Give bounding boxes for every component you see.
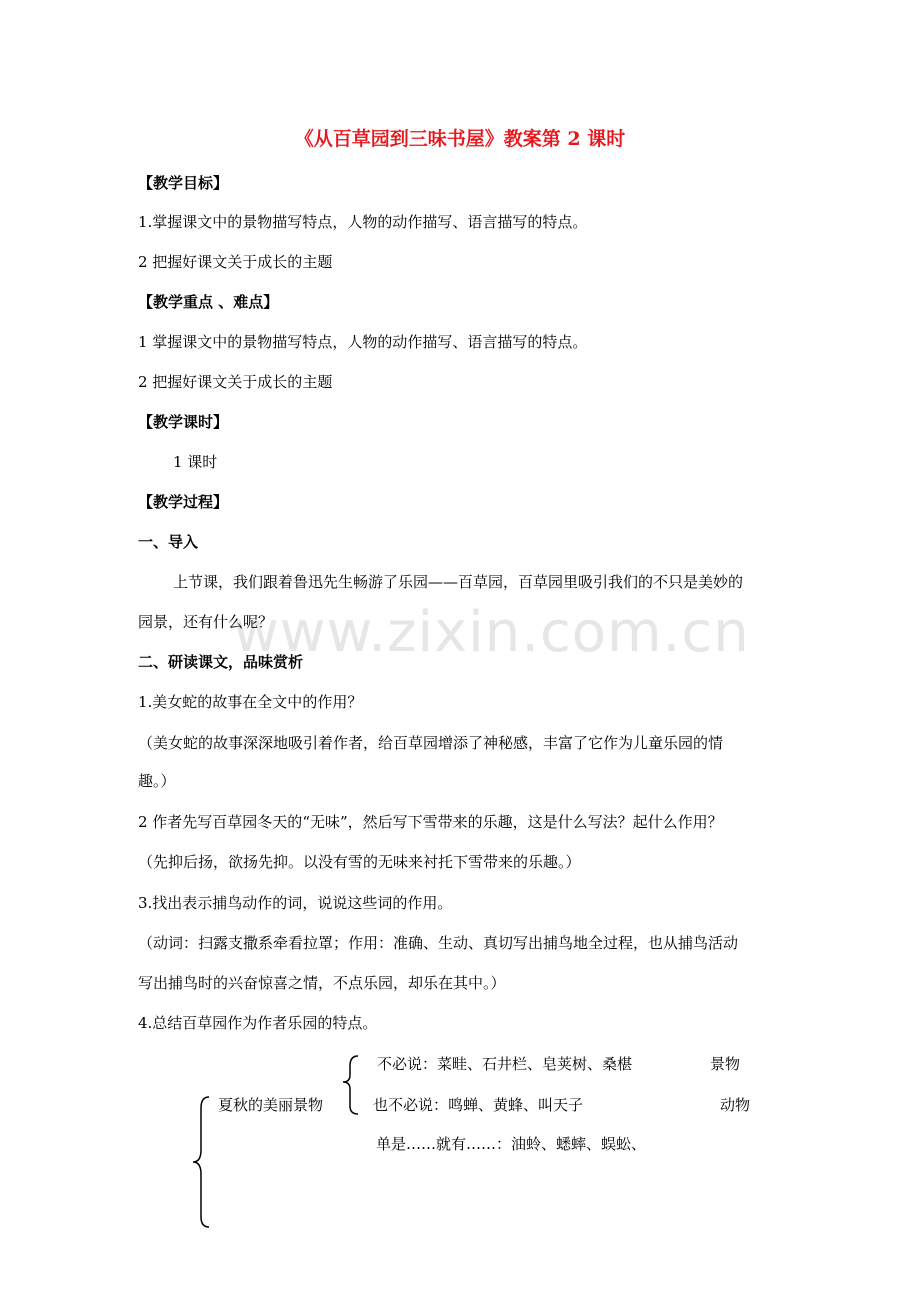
answer-1-line1: （美女蛇的故事深深地吸引着作者，给百草园增添了神秘感，丰富了它作为儿童乐园的情: [138, 734, 724, 752]
small-brace: [343, 1056, 358, 1114]
step1-heading: 一、导入: [138, 533, 199, 551]
answer-3-line1: （动词：扫露支撒系牵看拉罩；作用：准确、生动、真切写出捕鸟地全过程，也从捕鸟活动: [138, 934, 739, 952]
answer-3-line2: 写出捕鸟时的兴奋惊喜之情，不点乐园，却乐在其中。）: [138, 974, 506, 992]
question-1: 1.美女蛇的故事在全文中的作用？: [138, 693, 363, 711]
diagram-row-3: 单是……就有……：油蛉、蟋蟀、蜈蚣、: [376, 1135, 647, 1153]
hours-heading: 【教学课时】: [138, 413, 229, 431]
hours-value: 1 课时: [173, 453, 218, 471]
answer-2: （先抑后扬，欲扬先抑。以没有雪的无味来衬托下雪带来的乐趣。）: [138, 853, 581, 871]
step1-text-line1: 上节课，我们跟着鲁迅先生畅游了乐园——百草园，百草园里吸引我们的不只是美妙的: [173, 573, 744, 591]
objective-1: 1.掌握课文中的景物描写特点，人物的动作描写、语言描写的特点。: [138, 213, 588, 231]
answer-1-line2: 趣。）: [138, 772, 176, 790]
page-title: 《从百草园到三味书屋》教案第 2 课时: [294, 128, 626, 150]
watermark: www.zixin.com.cn: [233, 600, 750, 665]
diagram-group-label: 夏秋的美丽景物: [218, 1096, 324, 1114]
diagram-row-2-tag: 动物: [720, 1096, 751, 1114]
keypoints-heading: 【教学重点 、难点】: [138, 293, 279, 311]
question-3: 3.找出表示捕鸟动作的词，说说这些词的作用。: [138, 894, 453, 912]
diagram-row-1-tag: 景物: [710, 1055, 741, 1073]
diagram-row-2: 也不必说：鸣蝉、黄蜂、叫天子: [373, 1096, 584, 1114]
objectives-heading: 【教学目标】: [138, 174, 229, 192]
objective-2: 2 把握好课文关于成长的主题: [138, 253, 333, 271]
large-brace: [193, 1097, 209, 1227]
question-4: 4.总结百草园作为作者乐园的特点。: [138, 1014, 378, 1032]
keypoint-2: 2 把握好课文关于成长的主题: [138, 373, 333, 391]
keypoint-1: 1 掌握课文中的景物描写特点，人物的动作描写、语言描写的特点。: [138, 333, 588, 351]
diagram-row-1: 不必说：菜畦、石井栏、皂荚树、桑椹: [377, 1055, 633, 1073]
step2-heading: 二、研读课文，品味赏析: [138, 653, 304, 671]
step1-text-line2: 园景，还有什么呢？: [138, 613, 274, 631]
process-heading: 【教学过程】: [138, 493, 229, 511]
question-2: 2 作者先写百草园冬天的“无味”，然后写下雪带来的乐趣，这是什么写法？起什么作用？: [138, 813, 723, 831]
